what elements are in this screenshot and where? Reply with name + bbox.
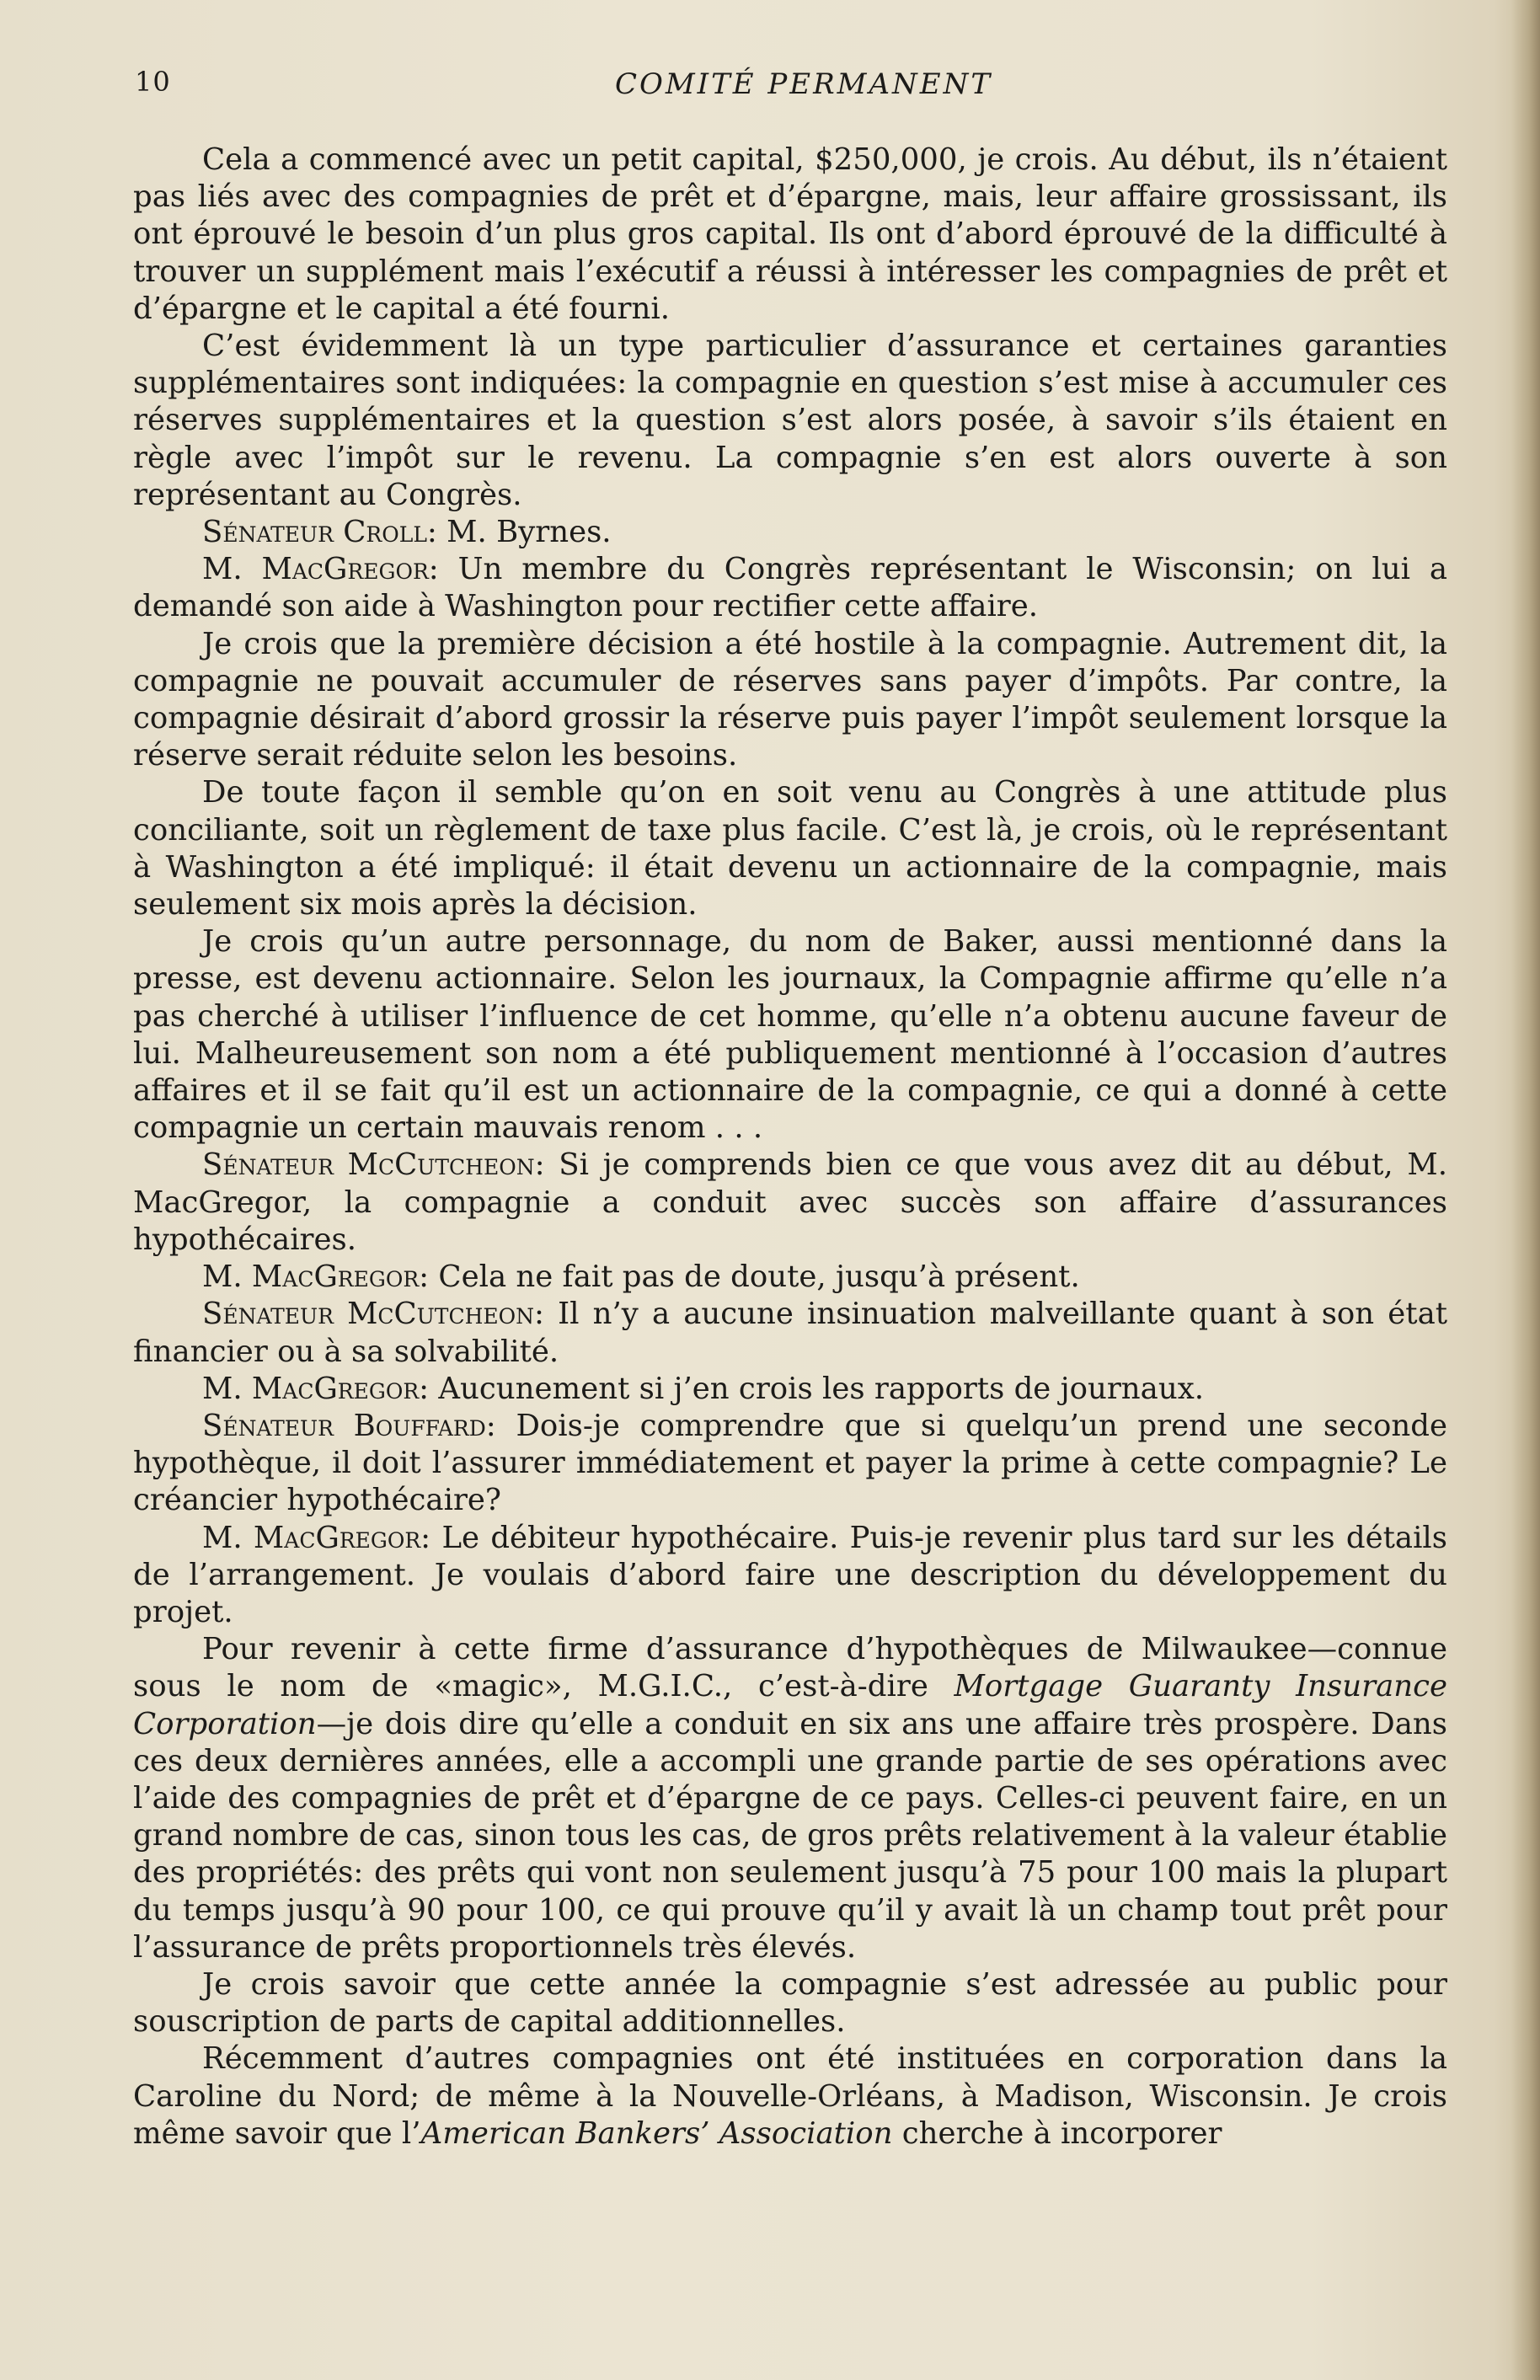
paragraph-text: Récemment d’autres compagnies ont été instituées en corporation dans la Caroline du Nord; de même à la Nouvelle-Orléans, à Madison, Wisconsin. Je crois même savoir que l’: [133, 2041, 1447, 2151]
paragraph: [133, 1966, 1447, 2040]
paragraph-text: Pour revenir à cette firme d’assurance d’hypothèques de Milwaukee—connue sous le nom de «magic», M.G.I.C., c’est-à-dire: [133, 1632, 1447, 1704]
page-edge-shadow: [1511, 0, 1540, 2380]
body-text: [133, 142, 1447, 2153]
paragraph-text: Cela a commencé avec un petit capital, $250,000, je crois. Au début, ils n’étaient pas liés avec des compagnies de prêt et d’épargne, mais, leur affaire grossissant, ils ont éprouvé le besoin d’un plus gros capital. Ils ont d’abord éprouvé de la difficulté à trouver un supplément mais l’exécutif a réussi à intéresser les compagnies de prêt et d’épargne et le capital a été fourni.: [133, 142, 1447, 326]
paragraph: [133, 1147, 1447, 1259]
speaker-name: Sénateur McCutcheon:: [202, 1297, 544, 1332]
paragraph-text: Si je comprends bien ce que vous avez dit au début, M. MacGregor, la compagnie a conduit avec succès son affaire d’assurances hypothécaires.: [133, 1147, 1447, 1257]
paragraph: [133, 1371, 1447, 1408]
speaker-name: M. MacGregor:: [202, 1371, 430, 1406]
paragraph-text: Je crois savoir que cette année la compagnie s’est adressée au public pour souscription de parts de capital additionnelles.: [133, 1966, 1447, 2040]
speaker-name: M. MacGregor:: [202, 1260, 430, 1295]
paragraph-text: Cela ne fait pas de doute, jusqu’à présent.: [429, 1260, 1080, 1295]
paragraph: [133, 328, 1447, 514]
italic-text: Mortgage Guaranty Insurance Corporation: [133, 1669, 1447, 1741]
paragraph: [133, 1296, 1447, 1370]
paragraph: [133, 1520, 1447, 1632]
paragraph: [133, 923, 1447, 1147]
running-head: COMITÉ PERMANENT: [614, 67, 993, 101]
paragraph: [133, 142, 1447, 328]
paragraph-text: Dois-je comprendre que si quelqu’un prend une seconde hypothèque, il doit l’assurer immédiatement et payer la prime à cette compagnie? Le créancier hypothécaire?: [133, 1408, 1447, 1518]
page-number: 10: [135, 66, 171, 98]
paragraph: [133, 774, 1447, 923]
paragraph-text: Le débiteur hypothécaire. Puis-je revenir plus tard sur les détails de l’arrangement. Je voulais d’abord faire une description du développement du projet.: [133, 1520, 1447, 1629]
paragraph: [133, 514, 1447, 551]
paragraph: [133, 551, 1447, 625]
paragraph-text: Aucunement si j’en crois les rapports de journaux.: [429, 1371, 1205, 1406]
paragraph-text: M. Byrnes.: [436, 515, 612, 550]
paragraph-text: Je crois que la première décision a été hostile à la compagnie. Autrement dit, la compagnie ne pouvait accumuler de réserves sans payer d’impôts. Par contre, la compagnie désirait d’abord grossir la réserve puis payer l’impôt seulement lorsque la réserve serait réduite selon les besoins.: [133, 626, 1447, 773]
paragraph-text: Il n’y a aucune insinuation malveillante quant à son état financier ou à sa solvabilité.: [133, 1297, 1447, 1369]
paragraph-text: cherche à incorporer: [892, 2115, 1222, 2151]
italic-text: American Bankers’ Association: [420, 2115, 893, 2151]
paragraph: [133, 1631, 1447, 1966]
paragraph: [133, 1408, 1447, 1520]
paragraph-text: Je crois qu’un autre personnage, du nom de Baker, aussi mentionné dans la presse, est devenu actionnaire. Selon les journaux, la Compagnie affirme qu’elle n’a pas cherché à utiliser l’influence de cet homme, qu’elle n’a obtenu aucune faveur de lui. Malheureusement son nom a été publiquement mentionné à l’occasion d’autres affaires et il se fait qu’il est un actionnaire de la compagnie, ce qui a donné à cette compagnie un certain mauvais renom . . .: [133, 924, 1447, 1146]
paragraph-text: —je dois dire qu’elle a conduit en six ans une affaire très prospère. Dans ces deux dernières années, elle a accompli une grande partie de ses opérations avec l’aide des compagnies de prêt et d’épargne de ce pays. Celles-ci peuvent faire, en un grand nombre de cas, sinon tous les cas, de gros prêts relativement à la valeur établie des propriétés: des prêts qui vont non seulement jusqu’à 75 pour 100 mais la plupart du temps jusqu’à 90 pour 100, ce qui prouve qu’il y avait là un champ tout prêt pour l’assurance de prêts proportionnels très élevés.: [133, 1706, 1447, 1965]
paragraph-text: C’est évidemment là un type particulier d’assurance et certaines garanties supplémentaires sont indiquées: la compagnie en question s’est mise à accumuler ces réserves supplémentaires et la question s’est alors posée, à savoir s’ils étaient en règle avec l’impôt sur le revenu. La compagnie s’en est alors ouverte à son représentant au Congrès.: [133, 329, 1447, 512]
paragraph: [133, 626, 1447, 775]
paragraph: [133, 2040, 1447, 2153]
speaker-name: M. MacGregor:: [202, 1520, 431, 1555]
speaker-name: M. MacGregor:: [202, 552, 439, 587]
speaker-name: Sénateur Bouffard:: [202, 1408, 496, 1443]
paragraph-text: De toute façon il semble qu’on en soit venu au Congrès à une attitude plus conciliante, soit un règlement de taxe plus facile. C’est là, je crois, où le représentant à Washington a été impliqué: il était devenu un actionnaire de la compagnie, mais seulement six mois après la décision.: [133, 775, 1447, 923]
speaker-name: Sénateur McCutcheon:: [202, 1147, 545, 1183]
speaker-name: Sénateur Croll:: [202, 515, 437, 550]
paragraph-text: Un membre du Congrès représentant le Wisconsin; on lui a demandé son aide à Washington pour rectifier cette affaire.: [133, 552, 1447, 624]
paragraph: [133, 1259, 1447, 1296]
